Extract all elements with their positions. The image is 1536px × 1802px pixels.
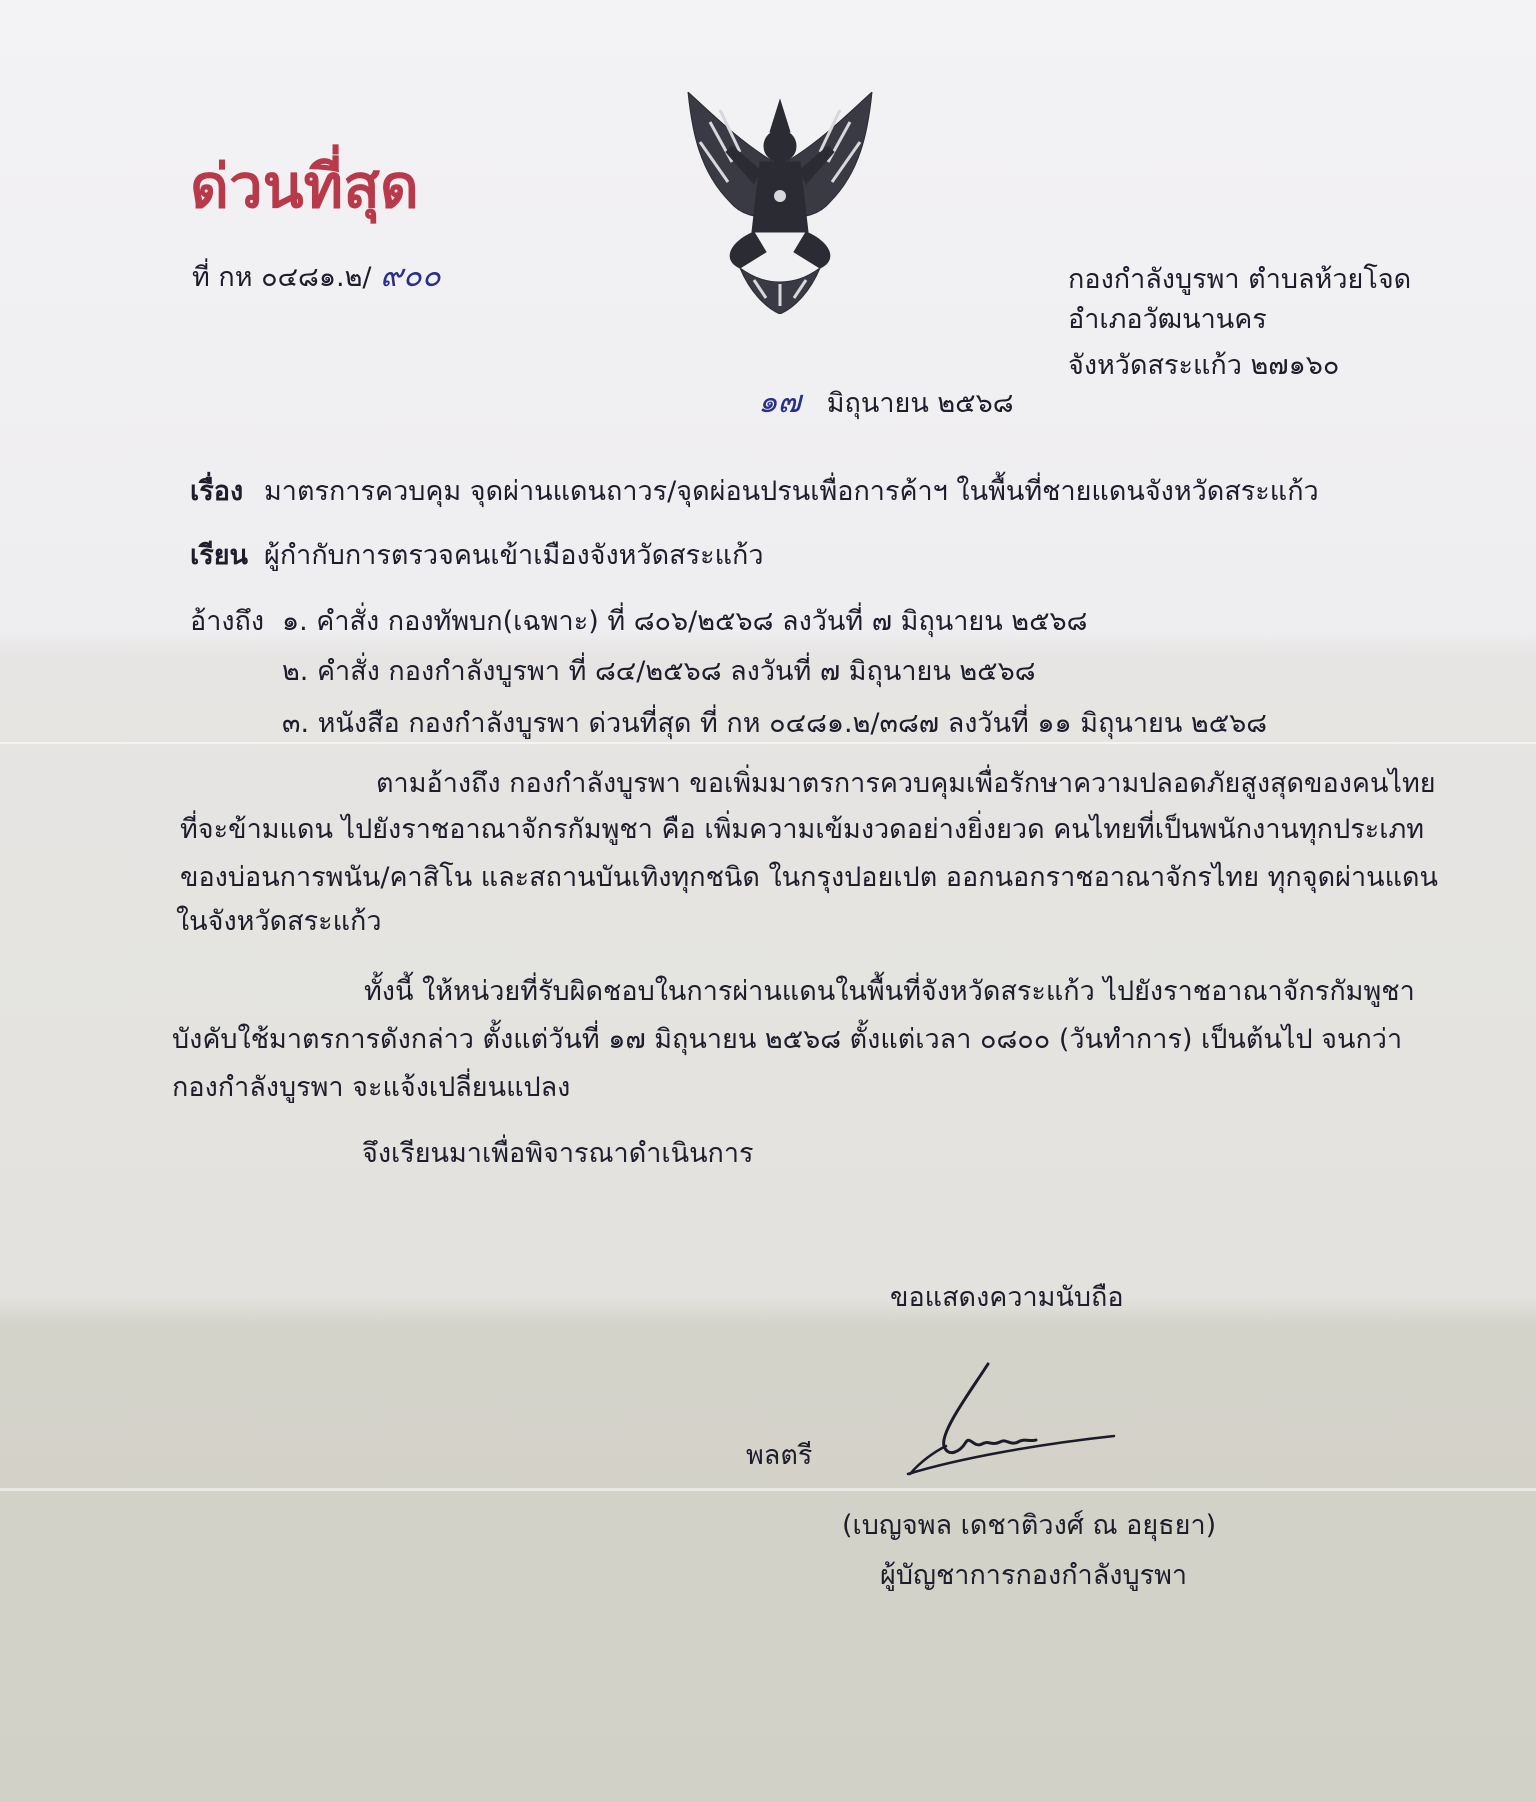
sender-address-line: กองกำลังบูรพา ตำบลห้วยโจด [1068, 264, 1412, 295]
body-paragraph-line: บังคับใช้มาตรการดังกล่าว ตั้งแต่วันที่ ๑๗ มิถุนายน ๒๕๖๘ ตั้งแต่เวลา ๐๘๐๐ (วันทำการ) เป็นต้นไป จนกว่า [172, 1024, 1403, 1055]
closing-request: จึงเรียนมาเพื่อพิจารณาดำเนินการ [362, 1138, 754, 1169]
signer-position: ผู้บัญชาการกองกำลังบูรพา [880, 1560, 1188, 1591]
sender-address-line: อำเภอวัฒนานคร [1068, 304, 1267, 335]
document-number-prefix: ที่ กห ๐๔๘๑.๒/ [192, 262, 372, 293]
closing-regards: ขอแสดงความนับถือ [890, 1282, 1124, 1313]
reference-item: ๑. คำสั่ง กองทัพบก(เฉพาะ) ที่ ๘๐๖/๒๕๖๘ ลงวันที่ ๗ มิถุนายน ๒๕๖๘ [282, 606, 1088, 637]
date-month-year: มิถุนายน ๒๕๖๘ [826, 388, 1014, 419]
body-paragraph-line: ทั้งนี้ ให้หน่วยที่รับผิดชอบในการผ่านแดนในพื้นที่จังหวัดสระแก้ว ไปยังราชอาณาจักรกัมพูชา [364, 976, 1415, 1007]
subject-label: เรื่อง [190, 476, 244, 507]
document-number [192, 258, 441, 296]
body-paragraph-line: กองกำลังบูรพา จะแจ้งเปลี่ยนแปลง [172, 1072, 571, 1103]
date-day-handwritten: ๑๗ [758, 384, 801, 420]
recipient-label: เรียน [190, 540, 249, 571]
reference-item: ๒. คำสั่ง กองกำลังบูรพา ที่ ๘๔/๒๕๖๘ ลงวันที่ ๗ มิถุนายน ๒๕๖๘ [282, 656, 1036, 687]
paper-fold-line [0, 1488, 1536, 1491]
body-paragraph-line: ในจังหวัดสระแก้ว [176, 906, 382, 937]
body-paragraph-line: ตามอ้างถึง กองกำลังบูรพา ขอเพิ่มมาตรการควบคุมเพื่อรักษาความปลอดภัยสูงสุดของคนไทย [376, 768, 1436, 799]
urgency-stamp: ด่วนที่สุด [190, 152, 419, 222]
recipient-text: ผู้กำกับการตรวจคนเข้าเมืองจังหวัดสระแก้ว [264, 540, 764, 571]
letter-date [758, 384, 1014, 422]
signer-rank: พลตรี [746, 1440, 813, 1471]
body-paragraph-line: ที่จะข้ามแดน ไปยังราชอาณาจักรกัมพูชา คือ เพิ่มความเข้มงวดอย่างยิ่งยวด คนไทยที่เป็นพนักงานทุกประเภท [180, 814, 1425, 845]
signer-name: (เบญจพล เดชาติวงศ์ ณ อยุธยา) [842, 1510, 1217, 1541]
paper-fold-line [0, 742, 1536, 744]
references-label: อ้างถึง [190, 606, 265, 637]
subject-text: มาตรการควบคุม จุดผ่านแดนถาวร/จุดผ่อนปรนเพื่อการค้าฯ ในพื้นที่ชายแดนจังหวัดสระแก้ว [264, 476, 1319, 507]
handwritten-signature [900, 1362, 1120, 1482]
sender-address-line: จังหวัดสระแก้ว ๒๗๑๖๐ [1068, 350, 1340, 381]
document-number-handwritten: ๙๐๐ [380, 258, 441, 294]
garuda-emblem-icon [670, 92, 890, 314]
body-paragraph-line: ของบ่อนการพนัน/คาสิโน และสถานบันเทิงทุกชนิด ในกรุงปอยเปต ออกนอกราชอาณาจักรไทย ทุกจุดผ่านแดน [180, 862, 1438, 893]
reference-item: ๓. หนังสือ กองกำลังบูรพา ด่วนที่สุด ที่ กห ๐๔๘๑.๒/๓๘๗ ลงวันที่ ๑๑ มิถุนายน ๒๕๖๘ [282, 708, 1268, 739]
